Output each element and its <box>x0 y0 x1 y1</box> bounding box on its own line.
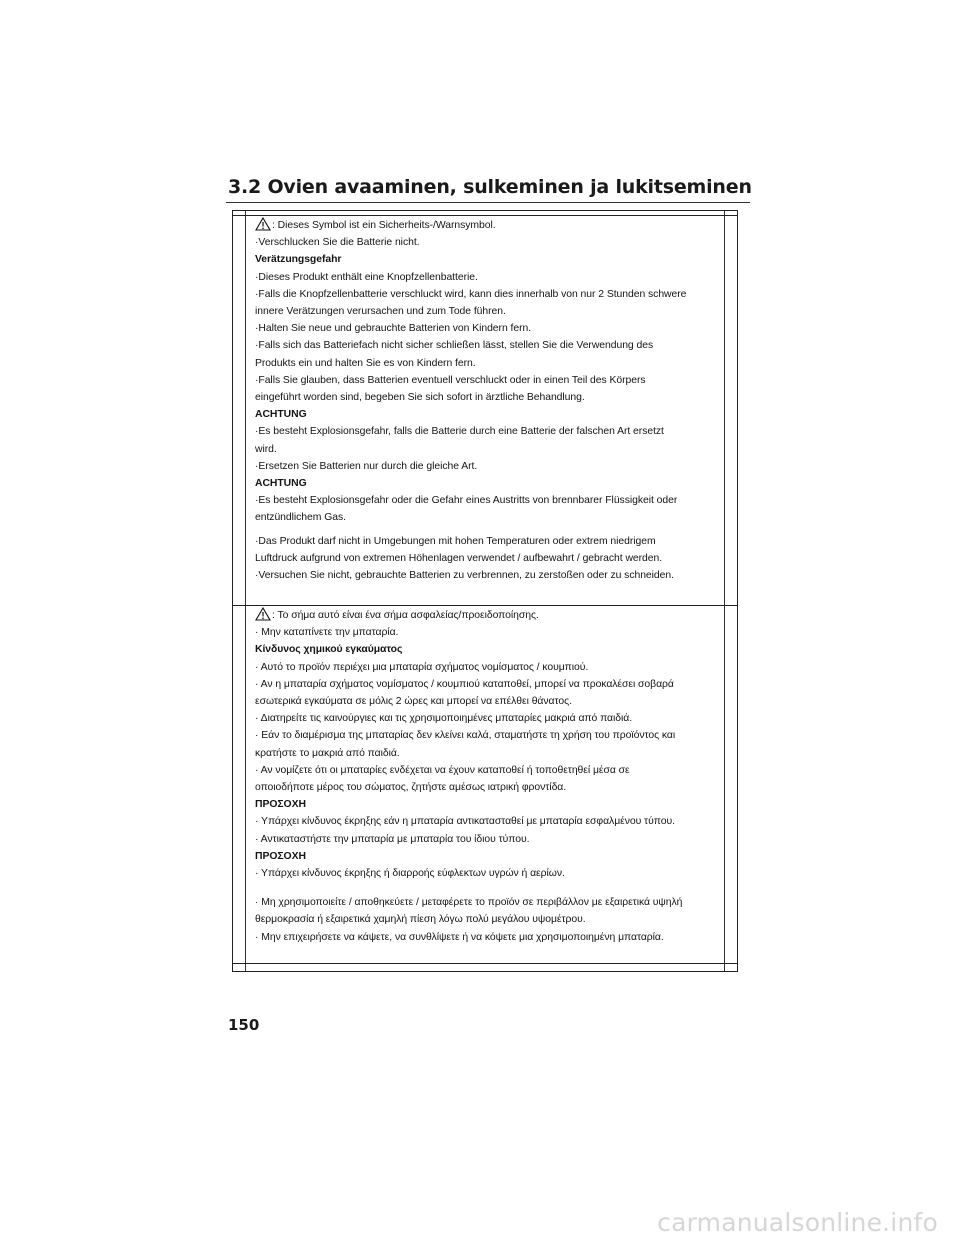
text-line: innere Verätzungen verursachen und zum Tode führen. <box>255 306 506 318</box>
frame-top-line <box>233 215 737 216</box>
frame-bottom-line <box>233 963 737 964</box>
text-line: ·Es besteht Explosionsgefahr, falls die Batterie durch eine Batterie der falschen Art ersetzt <box>255 426 664 438</box>
battery-warning-label <box>232 210 738 972</box>
section-title: 3.2 Ovien avaaminen, sulkeminen ja lukitseminen <box>228 176 752 198</box>
greek-warning-block <box>255 607 727 946</box>
german-symbol-line <box>255 217 727 234</box>
greek-symbol-line <box>255 607 727 624</box>
text-line: ·Falls Sie glauben, dass Batterien eventuell verschluckt oder in einen Teil des Körpers <box>255 374 646 386</box>
text-line: wird. <box>255 443 277 455</box>
text-line: ·Es besteht Explosionsgefahr oder die Gefahr eines Austritts von brennbarer Flüssigkeit oder <box>255 495 678 507</box>
text-line: Luftdruck aufgrund von extremen Höhenlagen verwendet / aufbewahrt / gebracht werden. <box>255 552 663 564</box>
german-symbol-text: : Dieses Symbol ist ein Sicherheits-/Warnsymbol. <box>272 220 496 231</box>
text-line: ·Verschlucken Sie die Batterie nicht. <box>255 237 420 249</box>
text-line: · Υπάρχει κίνδυνος έκρηξης εάν η μπαταρία αντικατασταθεί με μπαταρία εσφαλμένου τύπου. <box>255 816 675 828</box>
warning-triangle-icon <box>255 217 271 231</box>
text-line: · Μην καταπίνετε την μπαταρία. <box>255 627 399 639</box>
text-line: ·Versuchen Sie nicht, gebrauchte Batterien zu verbrennen, zu zerstoßen oder zu schneiden. <box>255 570 674 582</box>
hazard-heading: Verätzungsgefahr <box>255 254 342 266</box>
caution-heading: ACHTUNG <box>255 478 307 490</box>
frame-left-line <box>245 211 246 971</box>
text-line: · Αυτό το προϊόν περιέχει μια μπαταρία σχήματος νομίσματος / κουμπιού. <box>255 661 589 673</box>
text-line: · Υπάρχει κίνδυνος έκρηξης ή διαρροής εύφλεκτων υγρών ή αερίων. <box>255 868 565 880</box>
german-warning-block <box>255 217 727 584</box>
text-line: · Εάν το διαμέρισμα της μπαταρίας δεν κλείνει καλά, σταματήστε τη χρήση του προϊόντος και <box>255 730 676 742</box>
text-line: ·Ersetzen Sie Batterien nur durch die gleiche Art. <box>255 460 478 472</box>
page-number: 150 <box>228 1016 260 1034</box>
text-line: · Διατηρείτε τις καινούργιες και τις χρησιμοποιημένες μπαταρίες μακριά από παιδιά. <box>255 713 633 725</box>
text-line: · Αν νομίζετε ότι οι μπαταρίες ενδέχεται να έχουν καταποθεί ή τοποθετηθεί μέσα σε <box>255 764 630 776</box>
text-line: ·Halten Sie neue und gebrauchte Batterien von Kindern fern. <box>255 323 532 335</box>
text-line: · Μη χρησιμοποιείτε / αποθηκεύετε / μεταφέρετε το προϊόν σε περιβάλλον με εξαιρετικά υψηλή <box>255 897 683 909</box>
greek-symbol-text: : Το σήμα αυτό είναι ένα σήμα ασφαλείας/προειδοποίησης. <box>272 610 539 621</box>
text-line: · Αν η μπαταρία σχήματος νομίσματος / κουμπιού καταποθεί, μπορεί να προκαλέσει σοβαρά <box>255 678 674 690</box>
text-line: ·Das Produkt darf nicht in Umgebungen mit hohen Temperaturen oder extrem niedrigem <box>255 535 656 547</box>
text-line: ·Falls die Knopfzellenbatterie verschluckt wird, kann dies innerhalb von nur 2 Stunden schwere <box>255 288 687 300</box>
text-line: κρατήστε το μακριά από παιδιά. <box>255 747 400 759</box>
section-divider <box>226 202 750 203</box>
hazard-heading: Κίνδυνος χημικού εγκαύματος <box>255 644 403 656</box>
warning-triangle-icon <box>255 607 271 621</box>
text-line: entzündlichem Gas. <box>255 512 346 524</box>
watermark: carmanualsonline.info <box>657 1208 938 1237</box>
text-line: Produkts ein und halten Sie es von Kindern fern. <box>255 357 476 369</box>
language-separator <box>233 605 737 606</box>
text-line: εσωτερικά εγκαύματα σε μόλις 2 ώρες και μπορεί να επέλθει θάνατος. <box>255 696 572 708</box>
text-line: θερμοκρασία ή εξαιρετικά χαμηλή πίεση λόγω πολύ μεγάλου υψομέτρου. <box>255 914 586 926</box>
text-line: ·Falls sich das Batteriefach nicht sicher schließen lässt, stellen Sie die Verwendung des <box>255 340 654 352</box>
caution-heading: ACHTUNG <box>255 409 307 421</box>
caution-heading: ΠΡΟΣΟΧΗ <box>255 850 306 862</box>
text-line: ·Dieses Produkt enthält eine Knopfzellenbatterie. <box>255 271 478 283</box>
text-line: eingeführt worden sind, begeben Sie sich sofort in ärztliche Behandlung. <box>255 392 585 404</box>
caution-heading: ΠΡΟΣΟΧΗ <box>255 799 306 811</box>
text-line: οποιοδήποτε μέρος του σώματος, ζητήστε αμέσως ιατρική φροντίδα. <box>255 782 567 794</box>
text-line: · Μην επιχειρήσετε να κάψετε, να συνθλίψετε ή να κόψετε μια χρησιμοποιημένη μπαταρία. <box>255 931 664 943</box>
text-line: · Αντικαταστήστε την μπαταρία με μπαταρία του ίδιου τύπου. <box>255 833 530 845</box>
